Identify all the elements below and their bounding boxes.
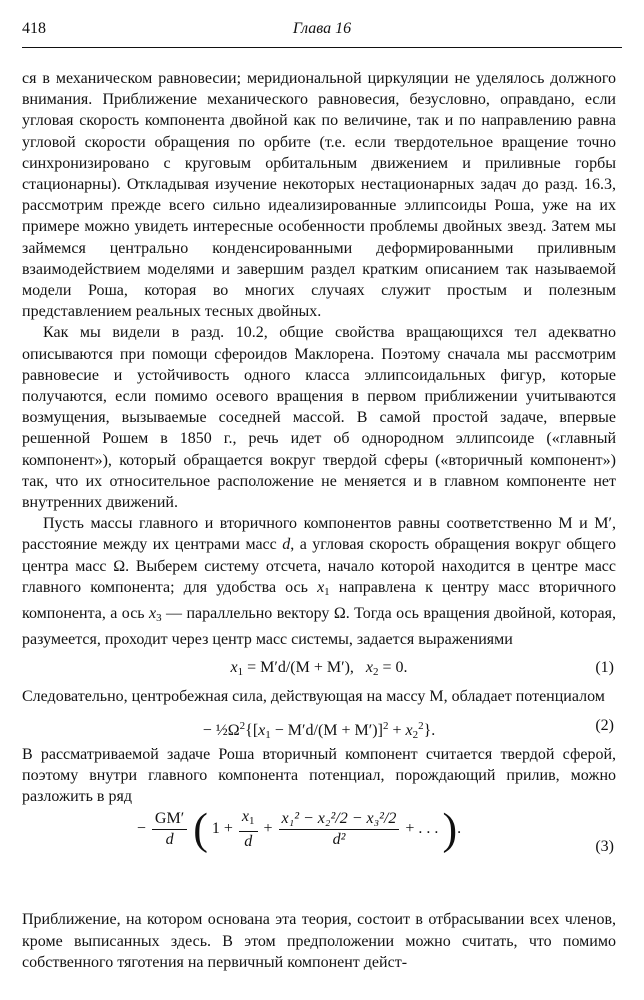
paragraph-5: В рассматриваемой задаче Роша вторичный компонент считается твердой сферой, поэтому внутри главного компонента потенциал, порождающий прилив, можно разложить в ряд (22, 745, 616, 806)
paragraph-4: Следовательно, центробежная сила, действующая на массу M, обладает потенциалом (22, 688, 605, 706)
eq2-sub1: 1 (265, 728, 271, 741)
p3-var-x1: x (317, 578, 325, 596)
eq2-plus: + (388, 721, 406, 739)
page-header (22, 16, 622, 40)
eq3-big-denominator: d² (332, 831, 346, 849)
page-number: 418 (22, 20, 46, 37)
equation-1 (22, 650, 616, 686)
equation-3 (22, 804, 616, 887)
chapter-title: Глава 16 (292, 20, 352, 37)
eq1-sub2: 2 (373, 666, 379, 679)
eq3-gm-numerator: GM′ (152, 809, 187, 830)
p3-text-a: Пусть массы главного и вторичного компонентов равны соответственно M и M′, расстояние между их центрами масс (22, 515, 616, 554)
eq1-x2: x (365, 659, 373, 677)
p3-sub-3: 3 (156, 612, 162, 625)
eq3-formula (136, 804, 462, 854)
eq3-x1-fraction (239, 807, 258, 852)
eq3-minus: − (136, 820, 146, 838)
eq3-one-plus: 1 + (211, 820, 233, 838)
page-body (22, 68, 616, 973)
eq2-lead: − ½Ω (202, 721, 240, 739)
equation-number-3: (3) (595, 838, 614, 856)
eq2-omega-power: 2 (239, 719, 246, 732)
eq2-middle: − M′d/(M + M′)] (270, 721, 383, 739)
p3-text-c: направлена к центру масс вторичного компонента, а ось (22, 578, 616, 623)
eq1-sub1: 1 (237, 666, 244, 679)
eq1-x1: x (230, 659, 238, 677)
eq1-formula (230, 659, 408, 679)
header-rule (22, 47, 622, 48)
eq3-plus: + (263, 820, 273, 838)
p3-var-d: d (282, 536, 291, 554)
eq3-left-paren: ( (193, 804, 208, 854)
eq3-dots: + . . . (405, 820, 439, 838)
p3-text-b: , а угловая скорость обращения вокруг общего центра масс Ω. Выберем систему отсчета, начало которой находится в центре масс главного компонента; для удобства ось (22, 536, 617, 596)
paragraph-3 (22, 513, 616, 650)
eq2-close: }. (423, 721, 436, 739)
equation-number-1: (1) (595, 659, 614, 677)
eq3-x1: x (241, 808, 249, 826)
eq2-x2: x (405, 721, 413, 739)
eq3-x1-sub: 1 (249, 815, 255, 828)
paragraph-6: Приближение, на котором основана эта теория, состоит в отбрасывании всех членов, кроме выписанных здесь. В этом предположении можно считать, что помимо собственного тяготения на первичный компонент дейст- (22, 911, 616, 971)
paragraph-2: Как мы видели в разд. 10.2, общие свойства вращающихся тел адекватно описываются при помощи сфероидов Маклорена. Поэтому сначала мы рассмотрим равновесие и устойчивость одного класса эллипсоидальных фигур, которые получаются, если помимо осевого вращения в первом приближении учитываются возмущения, вызываемые соседней массой. В самой простой задаче, впервые решенной Рошем в 1850 г., речь идет об однородном эллипсоиде («главный компонент»), который обращается вокруг твердой сферы («вторичный компонент») так, что их относительное расположение не меняется и в главном компоненте нет внутренних движений. (22, 324, 616, 512)
p3-sub-1: 1 (324, 585, 330, 598)
eq3-right-paren: ) (442, 804, 458, 854)
eq3-gm-denominator: d (165, 831, 174, 849)
eq2-x1: x (258, 721, 266, 739)
eq3-big-fraction (279, 809, 400, 850)
eq2-open: {[ (245, 721, 259, 739)
eq3-big-numerator: x₁² − x₂²/2 − x₃²/2 (279, 809, 400, 830)
eq3-end: . (457, 820, 462, 838)
equation-number-2: (2) (595, 716, 614, 734)
eq2-bracket-power: 2 (382, 719, 389, 732)
eq3-x1-denominator: d (244, 833, 253, 851)
eq2-formula (202, 719, 436, 741)
eq1-middle: = M′d/(M + M′), (243, 659, 366, 677)
equation-2 (22, 708, 616, 744)
paragraph-1: ся в механическом равновесии; меридиональной циркуляции не уделялось должного внимания. Приближение механического равновесия, безусловно, оправдано, если угловая скорость компонента двойной как по величине, так и по направлению равна угловой скорости обращения по орбите (т.е. если твердотельное вращение точно синхронизировано с круговым орбитальным движением и приливные горбы стационарны). Откладывая изучение некоторых нестационарных задач до разд. 16.3, рассмотрим прежде всего сильно идеализированные эллипсоиды Роша, уже на их примере можно увидеть интересные особенности проблемы двойных звезд. Затем мы займемся центрально конденсированными деформированными приливным взаимодействием моделями и завершим раздел кратким описанием так называемой модели Роша, которая во многих случаях служит простым и полезным представлением реальных тесных двойных. (22, 70, 616, 321)
eq1-tail: = 0. (378, 659, 408, 677)
eq2-x2-power: 2 (418, 719, 424, 732)
eq3-gm-fraction (152, 809, 187, 850)
p3-text-e: — параллельно вектору Ω. Тогда ось вращения двойной, которая, разумеется, проходит через центр масс системы, задается выражениями (22, 605, 616, 649)
eq3-x1-numerator (239, 807, 258, 832)
eq2-sub2: 2 (412, 728, 419, 741)
p3-var-x3: x (149, 605, 157, 623)
